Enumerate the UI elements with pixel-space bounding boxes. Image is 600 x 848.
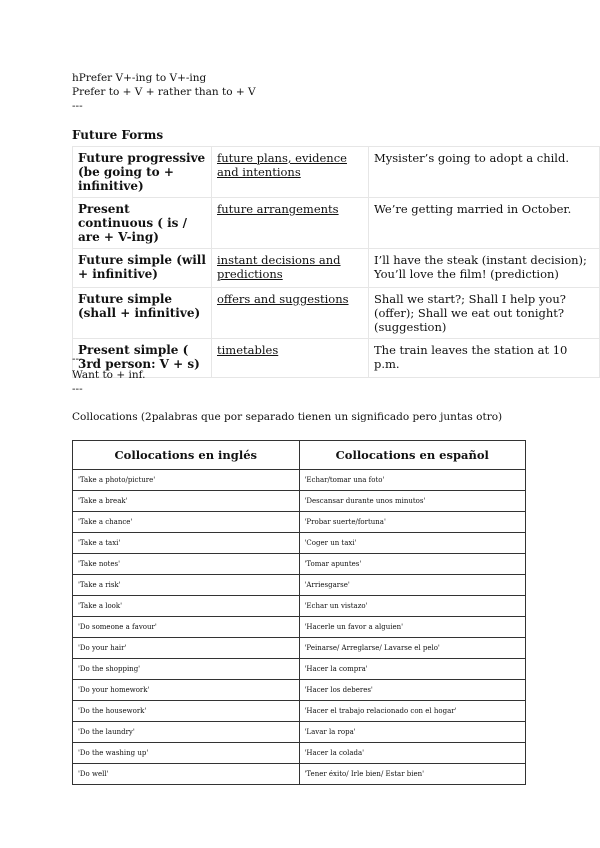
spanish-cell: 'Tomar apuntes': [299, 554, 526, 575]
table-row: [73, 512, 526, 533]
english-cell: 'Take a photo/picture': [73, 470, 300, 491]
english-cell: 'Do the washing up': [73, 743, 300, 764]
table-header-row: [73, 441, 526, 470]
form-cell: Future progressive (be going to + infinitive): [73, 147, 212, 198]
use-cell: instant decisions and predictions: [212, 249, 369, 288]
english-cell: 'Do someone a favour': [73, 617, 300, 638]
future-forms-table: [72, 146, 600, 378]
header-english: Collocations en inglés: [73, 441, 300, 470]
english-cell: 'Do well': [73, 764, 300, 785]
table-row: [73, 659, 526, 680]
separator: ---: [72, 383, 83, 395]
table-row: [73, 339, 600, 378]
collocations-table: [72, 440, 526, 785]
english-cell: 'Do the housework': [73, 701, 300, 722]
spanish-cell: 'Arriesgarse': [299, 575, 526, 596]
header-spanish: Collocations en español: [299, 441, 526, 470]
use-cell: timetables: [212, 339, 369, 378]
example-cell: Shall we start?; Shall I help you? (offer); Shall we eat out tonight? (suggestion): [369, 288, 600, 339]
table-row: [73, 743, 526, 764]
form-cell: Present simple ( 3rd person: V + s): [73, 339, 212, 378]
table-row: [73, 575, 526, 596]
example-cell: We’re getting married in October.: [369, 198, 600, 249]
spanish-cell: 'Lavar la ropa': [299, 722, 526, 743]
spanish-cell: 'Coger un taxi': [299, 533, 526, 554]
english-cell: 'Take a taxi': [73, 533, 300, 554]
english-cell: 'Do the shopping': [73, 659, 300, 680]
spanish-cell: 'Hacerle un favor a alguien': [299, 617, 526, 638]
spanish-cell: 'Hacer la colada': [299, 743, 526, 764]
use-cell: future plans, evidence and intentions: [212, 147, 369, 198]
table-row: [73, 554, 526, 575]
example-cell: Mysister’s going to adopt a child.: [369, 147, 600, 198]
table-row: [73, 680, 526, 701]
spanish-cell: 'Descansar durante unos minutos': [299, 491, 526, 512]
table-row: [73, 147, 600, 198]
table-row: [73, 764, 526, 785]
spanish-cell: 'Echar un vistazo': [299, 596, 526, 617]
form-cell: Present continuous ( is / are + V-ing): [73, 198, 212, 249]
english-cell: 'Take a chance': [73, 512, 300, 533]
example-cell: The train leaves the station at 10 p.m.: [369, 339, 600, 378]
separator: ---: [72, 100, 83, 112]
prefer-rule-2: Prefer to + V + rather than to + V: [72, 86, 256, 98]
example-cell: I’ll have the steak (instant decision); You’ll love the film! (prediction): [369, 249, 600, 288]
spanish-cell: 'Hacer el trabajo relacionado con el hogar': [299, 701, 526, 722]
collocations-intro: Collocations (2palabras que por separado tienen un significado pero juntas otro): [72, 411, 503, 423]
english-cell: 'Do the laundry': [73, 722, 300, 743]
future-forms-heading: Future Forms: [72, 128, 164, 142]
english-cell: 'Take a break': [73, 491, 300, 512]
prefer-rule-1: hPrefer V+-ing to V+-ing: [72, 72, 207, 84]
spanish-cell: 'Echar/tomar una foto': [299, 470, 526, 491]
table-row: [73, 638, 526, 659]
english-cell: 'Do your homework': [73, 680, 300, 701]
use-cell: offers and suggestions: [212, 288, 369, 339]
table-row: [73, 491, 526, 512]
table-row: [73, 470, 526, 491]
want-to-rule: Want to + inf.: [72, 369, 146, 381]
table-row: [73, 198, 600, 249]
english-cell: 'Take a look': [73, 596, 300, 617]
separator: ---: [72, 353, 83, 365]
table-row: [73, 722, 526, 743]
spanish-cell: 'Tener éxito/ Irle bien/ Estar bien': [299, 764, 526, 785]
spanish-cell: 'Hacer los deberes': [299, 680, 526, 701]
english-cell: 'Do your hair': [73, 638, 300, 659]
table-row: [73, 533, 526, 554]
table-row: [73, 249, 600, 288]
table-row: [73, 596, 526, 617]
spanish-cell: 'Probar suerte/fortuna': [299, 512, 526, 533]
spanish-cell: 'Hacer la compra': [299, 659, 526, 680]
table-row: [73, 701, 526, 722]
table-row: [73, 288, 600, 339]
spanish-cell: 'Peinarse/ Arreglarse/ Lavarse el pelo': [299, 638, 526, 659]
form-cell: Future simple (shall + infinitive): [73, 288, 212, 339]
table-row: [73, 617, 526, 638]
use-cell: future arrangements: [212, 198, 369, 249]
english-cell: 'Take a risk': [73, 575, 300, 596]
form-cell: Future simple (will + infinitive): [73, 249, 212, 288]
english-cell: 'Take notes': [73, 554, 300, 575]
